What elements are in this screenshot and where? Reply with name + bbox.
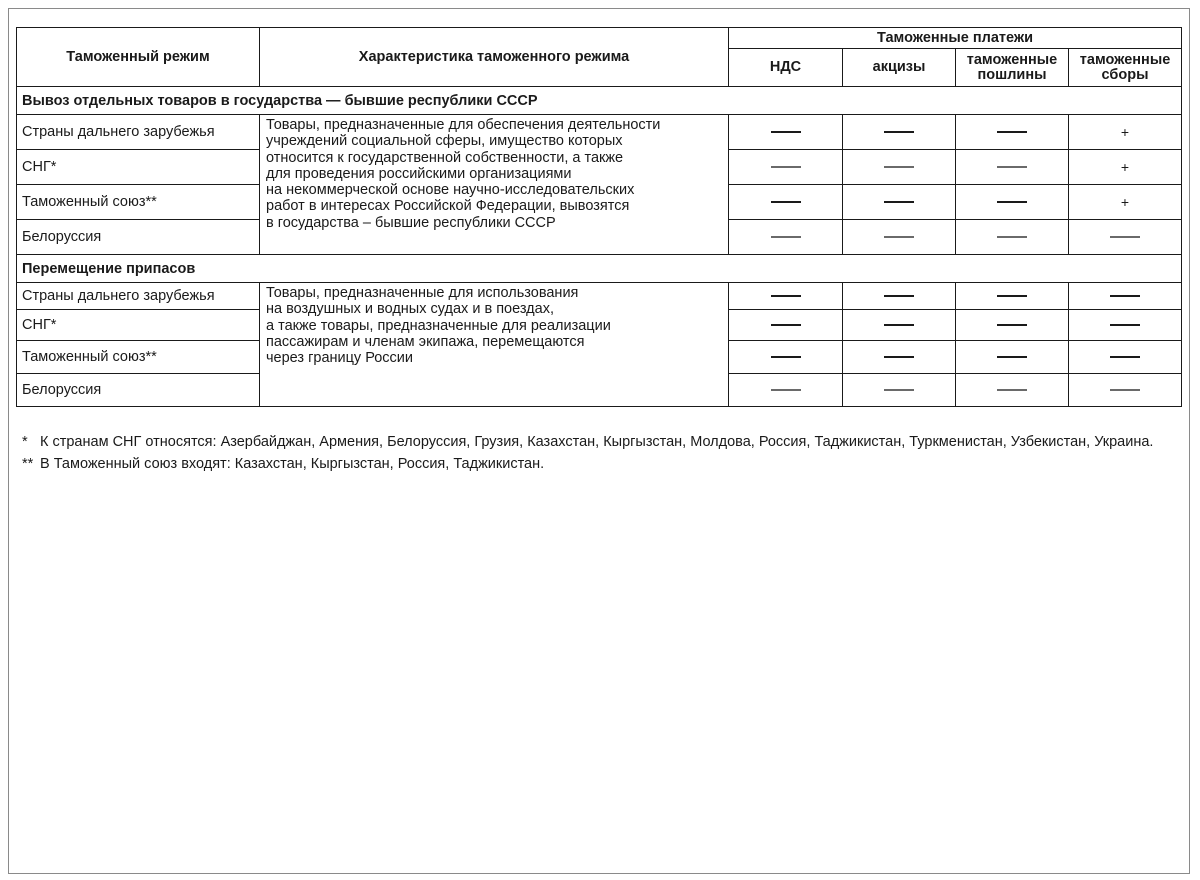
table-row <box>17 283 1182 310</box>
dash-mark <box>884 324 914 326</box>
section-title: Вывоз отдельных товаров в государства — бывшие республики СССР <box>17 87 1182 115</box>
payment-not-applicable <box>956 220 1069 255</box>
dash-mark <box>997 166 1027 168</box>
dash-mark <box>771 166 801 168</box>
footnote-text: К странам СНГ относятся: Азербайджан, Армения, Белоруссия, Грузия, Казахстан, Кыргызстан, Молдова, Россия, Таджикистан, Туркменистан, Узбекистан, Украина. <box>40 434 1154 450</box>
regime-label: Белоруссия <box>17 220 260 255</box>
table-row <box>17 115 1182 150</box>
regime-label: Белоруссия <box>17 374 260 407</box>
dash-mark <box>997 356 1027 358</box>
dash-mark <box>771 356 801 358</box>
payment-not-applicable <box>1069 374 1182 407</box>
payment-applies <box>1069 115 1182 150</box>
dash-mark <box>884 389 914 391</box>
dash-mark <box>997 324 1027 326</box>
plus-mark: + <box>1120 123 1130 140</box>
payment-not-applicable <box>843 220 956 255</box>
footnotes <box>22 434 1182 478</box>
payment-not-applicable <box>843 115 956 150</box>
section-title: Перемещение припасов <box>17 255 1182 283</box>
dash-mark <box>997 131 1027 133</box>
dash-mark <box>1110 295 1140 297</box>
regime-label: СНГ* <box>17 150 260 185</box>
dash-mark <box>771 295 801 297</box>
payment-not-applicable <box>956 185 1069 220</box>
customs-payments-table <box>16 27 1182 407</box>
payment-not-applicable <box>729 374 843 407</box>
dash-mark <box>997 201 1027 203</box>
dash-mark <box>771 131 801 133</box>
regime-label: Таможенный союз** <box>17 341 260 374</box>
footnote-marker: ** <box>22 456 34 472</box>
dash-mark <box>1110 389 1140 391</box>
payment-not-applicable <box>843 374 956 407</box>
footnote-customs-union <box>22 456 1182 472</box>
dash-mark <box>884 201 914 203</box>
dash-mark <box>771 236 801 238</box>
footnote-marker: * <box>22 434 28 450</box>
payment-applies <box>1069 185 1182 220</box>
payment-not-applicable <box>729 220 843 255</box>
payment-not-applicable <box>729 283 843 310</box>
payment-not-applicable <box>1069 310 1182 341</box>
plus-mark: + <box>1120 158 1130 175</box>
payment-not-applicable <box>956 341 1069 374</box>
dash-mark <box>1110 356 1140 358</box>
payment-not-applicable <box>729 115 843 150</box>
payment-not-applicable <box>1069 220 1182 255</box>
regime-label: Таможенный союз** <box>17 185 260 220</box>
header-excise: акцизы <box>843 49 956 87</box>
payment-not-applicable <box>729 150 843 185</box>
dash-mark <box>997 389 1027 391</box>
dash-mark <box>884 131 914 133</box>
regime-label: Страны дальнего зарубежья <box>17 115 260 150</box>
payment-not-applicable <box>956 283 1069 310</box>
payment-not-applicable <box>843 185 956 220</box>
dash-mark <box>771 389 801 391</box>
payment-not-applicable <box>956 374 1069 407</box>
dash-mark <box>997 295 1027 297</box>
dash-mark <box>1110 324 1140 326</box>
regime-description: Товары, предназначенные для обеспечения деятельности учреждений социальной сферы, имущество которых относится к государственной собственности, а также для проведения российскими организациями на некоммерческой основе научно-исследовательских работ в интересах Российской Федерации, вывозятся в государства – бывшие республики СССР <box>260 115 729 255</box>
header-characteristic: Характеристика таможенного режима <box>260 28 729 87</box>
table-body <box>17 87 1182 407</box>
payment-not-applicable <box>729 341 843 374</box>
header-regime: Таможенный режим <box>17 28 260 87</box>
regime-label: Страны дальнего зарубежья <box>17 283 260 310</box>
header-duties: таможенные пошлины <box>956 49 1069 87</box>
header-payments: Таможенные платежи <box>729 28 1182 49</box>
dash-mark <box>884 236 914 238</box>
plus-mark: + <box>1120 193 1130 210</box>
footnote-cis <box>22 434 1182 450</box>
payment-not-applicable <box>729 185 843 220</box>
dash-mark <box>771 324 801 326</box>
dash-mark <box>884 295 914 297</box>
payment-not-applicable <box>843 341 956 374</box>
payment-not-applicable <box>956 150 1069 185</box>
payment-not-applicable <box>1069 341 1182 374</box>
dash-mark <box>771 201 801 203</box>
payment-not-applicable <box>729 310 843 341</box>
payment-not-applicable <box>956 115 1069 150</box>
dash-mark <box>1110 236 1140 238</box>
header-fees: таможенные сборы <box>1069 49 1182 87</box>
header-vat: НДС <box>729 49 843 87</box>
dash-mark <box>884 166 914 168</box>
payment-applies <box>1069 150 1182 185</box>
dash-mark <box>884 356 914 358</box>
payment-not-applicable <box>843 283 956 310</box>
payment-not-applicable <box>843 150 956 185</box>
dash-mark <box>997 236 1027 238</box>
regime-description: Товары, предназначенные для использования на воздушных и водных судах и в поездах, а также товары, предназначенные для реализации пассажирам и членам экипажа, перемещаются через границу России <box>260 283 729 407</box>
footnote-text: В Таможенный союз входят: Казахстан, Кыргызстан, Россия, Таджикистан. <box>40 456 545 472</box>
payment-not-applicable <box>1069 283 1182 310</box>
payment-not-applicable <box>843 310 956 341</box>
payment-not-applicable <box>956 310 1069 341</box>
regime-label: СНГ* <box>17 310 260 341</box>
